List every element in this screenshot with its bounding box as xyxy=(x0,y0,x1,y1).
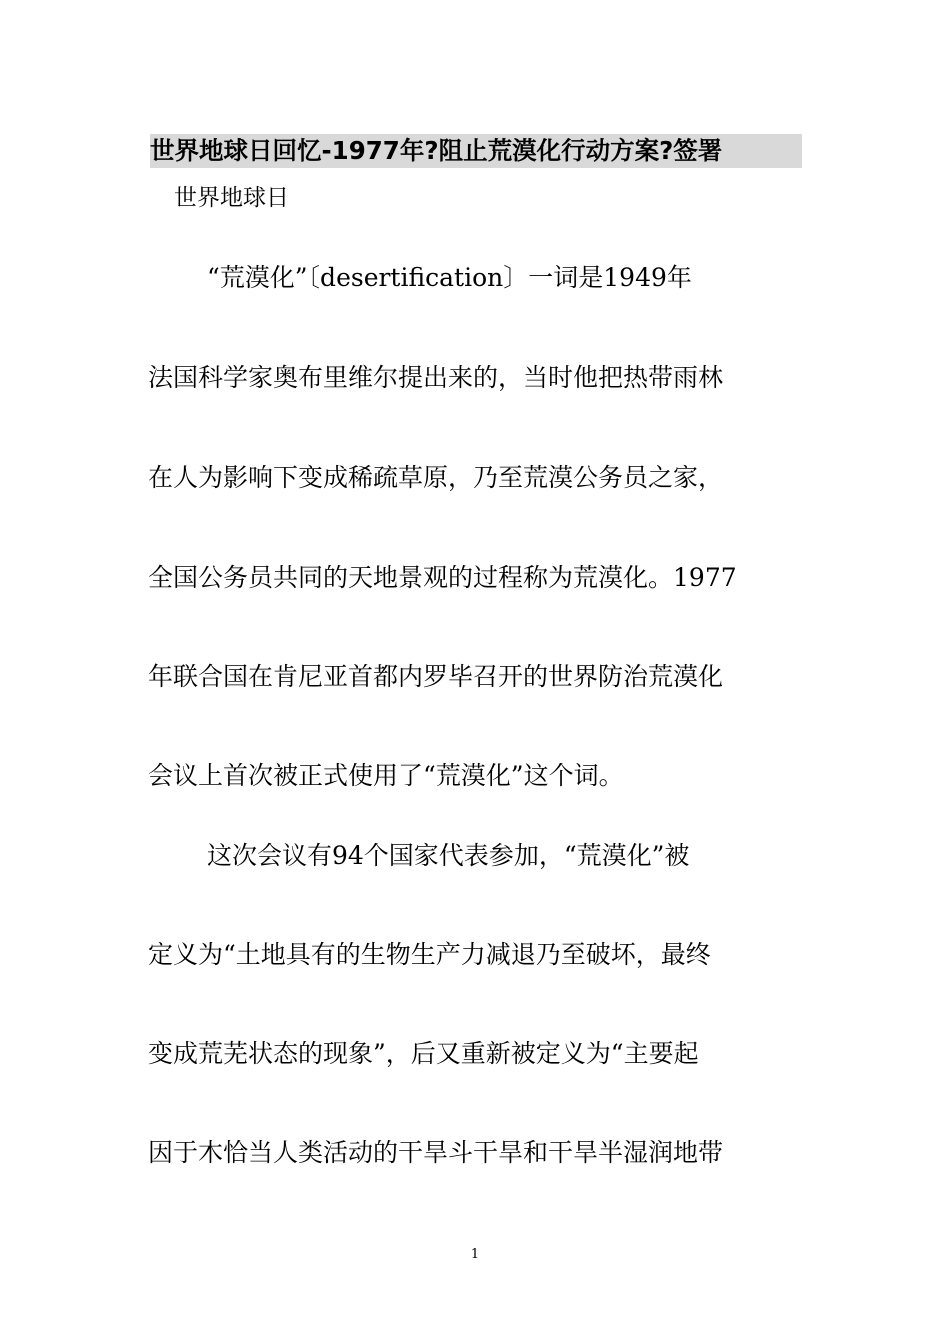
paragraph-line: 在人为影响下变成稀疏草原，乃至荒漠公务员之家， xyxy=(148,463,724,492)
paragraph-line: 定义为“土地具有的生物生产力减退乃至破坏，最终 xyxy=(148,940,711,969)
paragraph-line: 这次会议有94个国家代表参加，“荒漠化”被 xyxy=(207,841,690,870)
paragraph-line: “荒漠化”〔desertification〕一词是1949年 xyxy=(207,263,692,292)
paragraph-line: 因于木恰当人类活动的干旱斗干旱和干旱半湿润地带 xyxy=(148,1138,724,1167)
paragraph-line: 全国公务员共同的天地景观的过程称为荒漠化。1977 xyxy=(148,563,737,592)
paragraph-line: 会议上首次被正式使用了“荒漠化”这个词。 xyxy=(148,761,624,790)
page-number: 1 xyxy=(470,1247,480,1262)
document-subtitle: 世界地球日 xyxy=(174,185,289,211)
paragraph-line: 变成荒芜状态的现象”，后又重新被定义为“主要起 xyxy=(148,1039,699,1068)
paragraph-line: 年联合国在肯尼亚首都内罗毕召开的世界防治荒漠化 xyxy=(148,662,724,691)
paragraph-line: 法国科学家奥布里维尔提出来的，当时他把热带雨林 xyxy=(148,363,724,392)
document-title: 世界地球日回忆-1977年?阻止荒漠化行动方案?签署 xyxy=(150,134,802,168)
